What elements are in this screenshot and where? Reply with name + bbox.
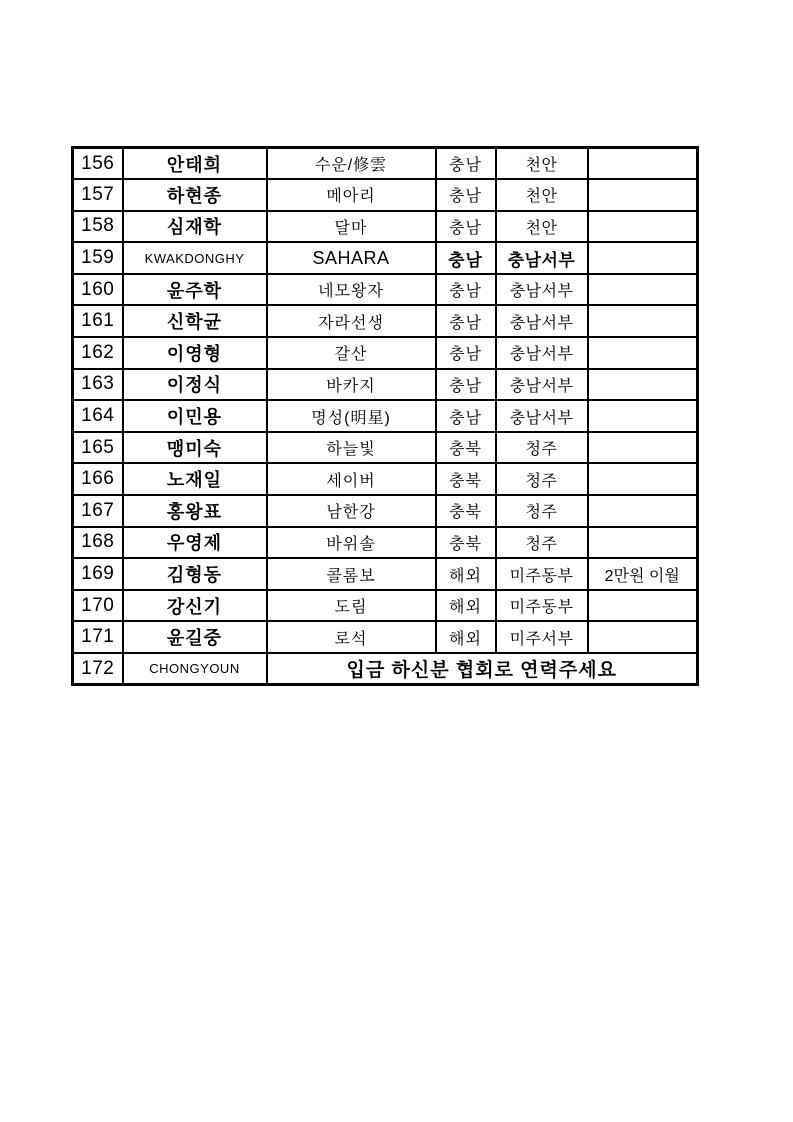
subregion-cell: 충남서부 bbox=[496, 305, 588, 337]
name-cell: 홍왕표 bbox=[123, 495, 267, 527]
note-cell bbox=[588, 242, 698, 274]
region-cell: 충북 bbox=[436, 527, 496, 559]
region-cell: 충북 bbox=[436, 432, 496, 464]
name-cell: 노재일 bbox=[123, 463, 267, 495]
region-cell: 해외 bbox=[436, 621, 496, 653]
note-cell: 2만원 이월 bbox=[588, 558, 698, 590]
subregion-cell: 충남서부 bbox=[496, 400, 588, 432]
nickname-cell: 자라선생 bbox=[267, 305, 436, 337]
nickname-cell: 갈산 bbox=[267, 337, 436, 369]
name-cell: KWAKDONGHY bbox=[123, 242, 267, 274]
subregion-cell: 천안 bbox=[496, 148, 588, 180]
note-cell bbox=[588, 527, 698, 559]
no-cell: 157 bbox=[73, 179, 123, 211]
table-row bbox=[73, 179, 698, 211]
region-cell: 충남 bbox=[436, 400, 496, 432]
region-cell: 충북 bbox=[436, 495, 496, 527]
no-cell: 170 bbox=[73, 590, 123, 622]
region-cell: 충남 bbox=[436, 179, 496, 211]
notice-row bbox=[73, 653, 698, 685]
table-row bbox=[73, 432, 698, 464]
name-cell: 김형동 bbox=[123, 558, 267, 590]
table-row bbox=[73, 621, 698, 653]
nickname-cell: 명성(明星) bbox=[267, 400, 436, 432]
table-row bbox=[73, 590, 698, 622]
note-cell bbox=[588, 621, 698, 653]
note-cell bbox=[588, 148, 698, 180]
subregion-cell: 천안 bbox=[496, 211, 588, 243]
note-cell bbox=[588, 369, 698, 401]
subregion-cell: 충남서부 bbox=[496, 242, 588, 274]
nickname-cell: 바위솔 bbox=[267, 527, 436, 559]
nickname-cell: 콜롬보 bbox=[267, 558, 436, 590]
note-cell bbox=[588, 179, 698, 211]
subregion-cell: 청주 bbox=[496, 527, 588, 559]
region-cell: 해외 bbox=[436, 590, 496, 622]
nickname-cell: 바카지 bbox=[267, 369, 436, 401]
subregion-cell: 충남서부 bbox=[496, 337, 588, 369]
subregion-cell: 천안 bbox=[496, 179, 588, 211]
no-cell: 172 bbox=[73, 653, 123, 685]
subregion-cell: 미주동부 bbox=[496, 590, 588, 622]
note-cell bbox=[588, 463, 698, 495]
nickname-cell: 도림 bbox=[267, 590, 436, 622]
region-cell: 충남 bbox=[436, 274, 496, 306]
table-row bbox=[73, 369, 698, 401]
name-cell: 하현종 bbox=[123, 179, 267, 211]
subregion-cell: 미주서부 bbox=[496, 621, 588, 653]
name-cell: 이영형 bbox=[123, 337, 267, 369]
no-cell: 158 bbox=[73, 211, 123, 243]
name-cell: 윤길중 bbox=[123, 621, 267, 653]
name-cell: CHONGYOUN bbox=[123, 653, 267, 685]
note-cell bbox=[588, 305, 698, 337]
table-row bbox=[73, 211, 698, 243]
no-cell: 163 bbox=[73, 369, 123, 401]
table-row bbox=[73, 527, 698, 559]
nickname-cell: 수운/修雲 bbox=[267, 148, 436, 180]
note-cell bbox=[588, 211, 698, 243]
no-cell: 165 bbox=[73, 432, 123, 464]
nickname-cell: 하늘빛 bbox=[267, 432, 436, 464]
name-cell: 안태희 bbox=[123, 148, 267, 180]
name-cell: 윤주학 bbox=[123, 274, 267, 306]
subregion-cell: 청주 bbox=[496, 495, 588, 527]
region-cell: 충남 bbox=[436, 305, 496, 337]
no-cell: 167 bbox=[73, 495, 123, 527]
note-cell bbox=[588, 495, 698, 527]
nickname-cell: 달마 bbox=[267, 211, 436, 243]
nickname-cell: 로석 bbox=[267, 621, 436, 653]
no-cell: 164 bbox=[73, 400, 123, 432]
no-cell: 159 bbox=[73, 242, 123, 274]
region-cell: 충남 bbox=[436, 148, 496, 180]
no-cell: 161 bbox=[73, 305, 123, 337]
no-cell: 156 bbox=[73, 148, 123, 180]
region-cell: 충남 bbox=[436, 211, 496, 243]
name-cell: 심재학 bbox=[123, 211, 267, 243]
no-cell: 171 bbox=[73, 621, 123, 653]
nickname-cell: 남한강 bbox=[267, 495, 436, 527]
table-row bbox=[73, 242, 698, 274]
name-cell: 신학균 bbox=[123, 305, 267, 337]
table-row bbox=[73, 337, 698, 369]
table-row bbox=[73, 400, 698, 432]
subregion-cell: 미주동부 bbox=[496, 558, 588, 590]
note-cell bbox=[588, 400, 698, 432]
no-cell: 168 bbox=[73, 527, 123, 559]
notice-cell: 입금 하신분 협회로 연력주세요 bbox=[267, 653, 698, 685]
name-cell: 맹미숙 bbox=[123, 432, 267, 464]
note-cell bbox=[588, 337, 698, 369]
subregion-cell: 청주 bbox=[496, 432, 588, 464]
member-table bbox=[71, 146, 699, 686]
table-row bbox=[73, 495, 698, 527]
name-cell: 강신기 bbox=[123, 590, 267, 622]
subregion-cell: 충남서부 bbox=[496, 369, 588, 401]
table-row bbox=[73, 305, 698, 337]
table-row bbox=[73, 463, 698, 495]
region-cell: 충남 bbox=[436, 337, 496, 369]
no-cell: 162 bbox=[73, 337, 123, 369]
region-cell: 해외 bbox=[436, 558, 496, 590]
name-cell: 이민용 bbox=[123, 400, 267, 432]
subregion-cell: 충남서부 bbox=[496, 274, 588, 306]
name-cell: 이정식 bbox=[123, 369, 267, 401]
region-cell: 충북 bbox=[436, 463, 496, 495]
note-cell bbox=[588, 432, 698, 464]
no-cell: 169 bbox=[73, 558, 123, 590]
subregion-cell: 청주 bbox=[496, 463, 588, 495]
no-cell: 160 bbox=[73, 274, 123, 306]
nickname-cell: 네모왕자 bbox=[267, 274, 436, 306]
name-cell: 우영제 bbox=[123, 527, 267, 559]
nickname-cell: 세이버 bbox=[267, 463, 436, 495]
table-row bbox=[73, 558, 698, 590]
table-row bbox=[73, 274, 698, 306]
region-cell: 충남 bbox=[436, 242, 496, 274]
note-cell bbox=[588, 274, 698, 306]
table-row bbox=[73, 148, 698, 180]
note-cell bbox=[588, 590, 698, 622]
nickname-cell: SAHARA bbox=[267, 242, 436, 274]
nickname-cell: 메아리 bbox=[267, 179, 436, 211]
no-cell: 166 bbox=[73, 463, 123, 495]
region-cell: 충남 bbox=[436, 369, 496, 401]
